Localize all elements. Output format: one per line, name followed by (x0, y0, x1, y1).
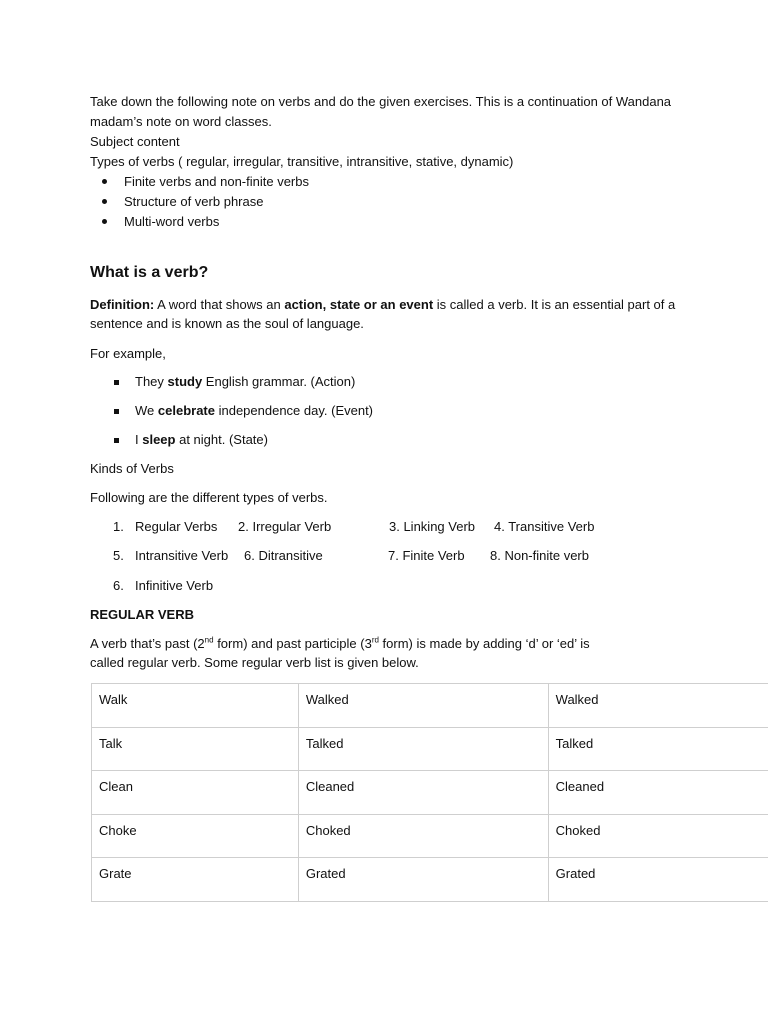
example-post: English grammar. (Action) (202, 374, 356, 389)
table-cell: Talk (92, 727, 299, 771)
list-number: 6. (113, 578, 124, 593)
square-bullet-icon (114, 380, 119, 385)
verb-type-item: 8. Non-finite verb (490, 548, 589, 563)
table-cell: Choked (298, 814, 548, 858)
intro-bullet-2: Structure of verb phrase (124, 194, 264, 209)
definition-text-b: is called a verb. It is an essential part of a (433, 297, 676, 312)
kinds-of-verbs: Kinds of Verbs (90, 461, 174, 476)
example-pre: I (135, 432, 143, 447)
table-cell: Cleaned (298, 771, 548, 815)
table-cell: Choked (548, 814, 768, 858)
following-types: Following are the different types of verbs. (90, 490, 328, 505)
table-cell: Grate (92, 858, 299, 902)
intro-line-1: Take down the following note on verbs and do the given exercises. This is a continuation of Wandana (90, 94, 672, 109)
example-pre: We (135, 403, 158, 418)
table-cell: Grated (548, 858, 768, 902)
bullet-icon (102, 219, 107, 224)
regular-text-c: form) is made by adding ‘d’ or ‘ed’ is (378, 636, 590, 651)
example-verb: sleep (142, 432, 176, 447)
regular-definition-line-2: called regular verb. Some regular verb list is given below. (90, 655, 419, 670)
intro-bullet-1: Finite verbs and non-finite verbs (124, 174, 309, 189)
verb-type-item: Regular Verbs (135, 519, 218, 534)
verb-type-item: Infinitive Verb (135, 578, 214, 593)
definition-line-2: sentence and is known as the soul of language. (90, 316, 364, 331)
section-heading: What is a verb? (90, 264, 209, 281)
table-cell: Grated (298, 858, 548, 902)
table-row (92, 684, 768, 728)
subject-content: Subject content (90, 134, 180, 149)
example-post: independence day. (Event) (214, 403, 374, 418)
superscript-nd: nd (204, 635, 214, 645)
types-of-verbs: Types of verbs ( regular, irregular, transitive, intransitive, stative, dynamic) (90, 154, 514, 169)
verb-type-item: 6. Ditransitive (244, 548, 323, 563)
verb-type-item: Intransitive Verb (135, 548, 229, 563)
superscript-rd: rd (371, 635, 379, 645)
example-verb: celebrate (157, 403, 215, 418)
square-bullet-icon (114, 438, 119, 443)
regular-definition-line-1 (90, 634, 590, 654)
example-pre: They (135, 374, 168, 389)
verb-type-item: 4. Transitive Verb (494, 519, 595, 534)
bullet-icon (102, 199, 107, 204)
regular-text-b: form) and past participle (3 (213, 636, 372, 651)
regular-text-a: A verb that’s past (2 (90, 636, 205, 651)
table-cell: Walked (548, 684, 768, 728)
intro-line-2: madam’s note on word classes. (90, 114, 272, 129)
definition-label: Definition: (90, 297, 155, 312)
example-2 (135, 401, 373, 421)
definition-text-a: A word that shows an (154, 297, 285, 312)
table-row (92, 727, 768, 771)
bullet-icon (102, 179, 107, 184)
for-example: For example, (90, 346, 166, 361)
definition-bold: action, state or an event (284, 297, 434, 312)
regular-verb-table (91, 683, 768, 902)
definition-line-1 (90, 295, 675, 315)
table-cell: Cleaned (548, 771, 768, 815)
table-row (92, 858, 768, 902)
table-cell: Clean (92, 771, 299, 815)
intro-bullet-3: Multi-word verbs (124, 214, 220, 229)
table-cell: Choke (92, 814, 299, 858)
table-cell: Talked (298, 727, 548, 771)
example-verb: study (167, 374, 203, 389)
example-post: at night. (State) (175, 432, 268, 447)
table-row (92, 814, 768, 858)
list-number: 5. (113, 548, 124, 563)
example-3 (135, 430, 268, 450)
verb-type-item: 3. Linking Verb (389, 519, 476, 534)
table-cell: Talked (548, 727, 768, 771)
table-cell: Walk (92, 684, 299, 728)
list-number: 1. (113, 519, 124, 534)
verb-type-item: 2. Irregular Verb (238, 519, 332, 534)
example-1 (135, 372, 355, 392)
verb-type-item: 7. Finite Verb (388, 548, 465, 563)
regular-verb-heading: REGULAR VERB (90, 607, 195, 622)
table-row (92, 771, 768, 815)
square-bullet-icon (114, 409, 119, 414)
table-cell: Walked (298, 684, 548, 728)
